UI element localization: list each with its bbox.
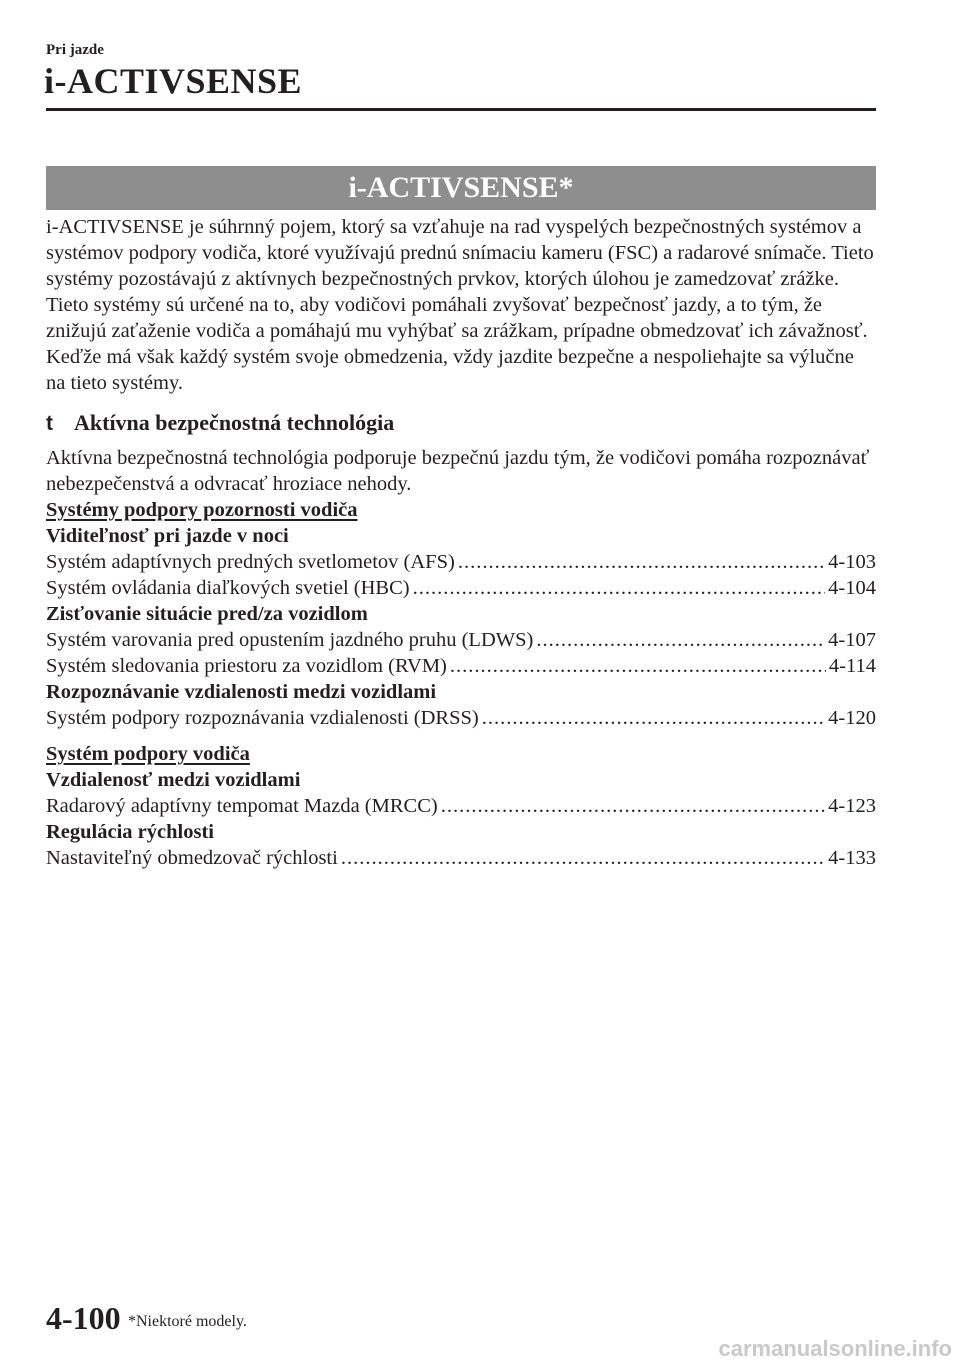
toc-entry-page: 4-114 [828, 655, 876, 677]
subsection-heading [46, 410, 876, 437]
category [46, 497, 876, 731]
watermark: carmanualsonline.info [718, 1336, 952, 1361]
toc-entry[interactable] [46, 653, 876, 679]
group-heading: Regulácia rýchlosti [46, 821, 214, 843]
toc-entry-title: Radarový adaptívny tempomat Mazda (MRCC) [46, 795, 438, 817]
toc-entry-page: 4-123 [828, 795, 876, 817]
group-heading: Rozpoznávanie vzdialenosti medzi vozidlami [46, 681, 437, 703]
section-banner: i-ACTIVSENSE* [46, 166, 876, 210]
toc-leader-dots [441, 793, 825, 819]
toc-entry[interactable] [46, 705, 876, 731]
chapter-title: i-ACTIVSENSE [44, 61, 303, 101]
toc-entry-title: Nastaviteľný obmedzovač rýchlosti [46, 847, 338, 869]
toc-leader-dots [413, 575, 826, 601]
toc-entry[interactable] [46, 793, 876, 819]
category-heading[interactable]: Systém podpory vodiča [46, 743, 250, 765]
intro-text [46, 214, 876, 396]
footer-note: *Niektoré modely. [128, 1313, 247, 1330]
toc-entry-title: Systém ovládania diaľkových svetiel (HBC) [46, 577, 410, 599]
toc-entry-title: Systém sledovania priestoru za vozidlom (RVM) [46, 655, 447, 677]
toc-entry-title: Systém podpory rozpoznávania vzdialenosti (DRSS) [46, 707, 479, 729]
toc-entry[interactable] [46, 549, 876, 575]
category-spacer [46, 731, 876, 741]
subsection-title: Aktívna bezpečnostná technológia [74, 410, 395, 435]
category [46, 741, 876, 871]
toc-entry-page: 4-104 [828, 577, 876, 599]
toc-entry-page: 4-133 [828, 847, 876, 869]
toc-leader-dots [482, 705, 825, 731]
toc-entry-title: Systém adaptívnych predných svetlometov (AFS) [46, 551, 455, 573]
running-head: Pri jazde [46, 42, 104, 58]
toc-entry-title: Systém varovania pred opustením jazdného pruhu (LDWS) [46, 629, 534, 651]
subsection-text: Aktívna bezpečnostná technológia podporuje bezpečnú jazdu tým, že vodičovi pomáha rozpoznávať nebezpečenstvá a odvracať hroziace nehody. [46, 447, 870, 495]
group-heading: Zisťovanie situácie pred/za vozidlom [46, 603, 368, 625]
group-heading: Vzdialenosť medzi vozidlami [46, 769, 301, 791]
header-rule [46, 108, 876, 111]
category-heading[interactable]: Systémy podpory pozornosti vodiča [46, 499, 358, 521]
toc-entry-page: 4-103 [828, 551, 876, 573]
toc-entry[interactable] [46, 627, 876, 653]
group-heading: Viditeľnosť pri jazde v noci [46, 525, 289, 547]
toc-leader-dots [536, 627, 825, 653]
toc-entry-page: 4-120 [828, 707, 876, 729]
toc-entry[interactable] [46, 845, 876, 871]
toc-leader-dots [450, 653, 826, 679]
footer-page-number: 4-100 [46, 1300, 121, 1336]
intro-paragraph: i-ACTIVSENSE je súhrnný pojem, ktorý sa vzťahuje na rad vyspelých bezpečnostných systémov a systémov podpory vodiča, ktoré využívajú prednú snímaciu kameru (FSC) a radarové snímače. Tieto systémy pozostávajú z aktívnych bezpečnostných prvkov, ktorých úlohou je zamedzovať zrážke. [46, 216, 874, 290]
toc-leader-dots [458, 549, 825, 575]
toc-entry[interactable] [46, 575, 876, 601]
toc-leader-dots [341, 845, 825, 871]
bullet-icon: t [46, 412, 53, 435]
toc-entry-page: 4-107 [828, 629, 876, 651]
page-content [46, 214, 876, 871]
intro-paragraph: Tieto systémy sú určené na to, aby vodičovi pomáhali zvyšovať bezpečnosť jazdy, a to tým, že znižujú zaťaženie vodiča a pomáhajú mu vyhýbať sa zrážkam, prípadne obmedzovať ich závažnosť. Keďže má však každý systém svoje obmedzenia, vždy jazdite bezpečne a nespoliehajte sa výlučne na tieto systémy. [46, 294, 868, 394]
